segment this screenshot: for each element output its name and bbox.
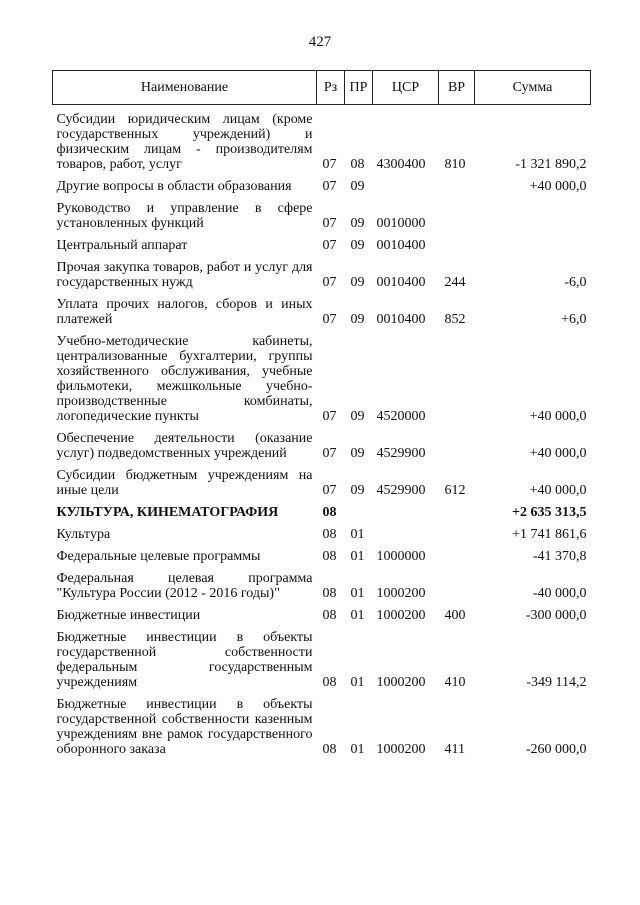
row-sum: -41 370,8 bbox=[532, 549, 587, 564]
header-pr: ПР bbox=[345, 71, 373, 105]
row-spacer bbox=[53, 105, 591, 113]
table-row bbox=[53, 571, 591, 601]
row-vr bbox=[439, 571, 475, 601]
row-spacer-cell bbox=[53, 690, 591, 697]
row-pr: 01 bbox=[350, 608, 365, 623]
header-name: Наименование bbox=[53, 71, 317, 105]
table-row bbox=[53, 112, 591, 172]
row-pr: 09 bbox=[350, 238, 365, 253]
table-row bbox=[53, 297, 591, 327]
row-spacer bbox=[53, 231, 591, 238]
row-vr bbox=[439, 238, 475, 253]
row-spacer bbox=[53, 172, 591, 179]
row-pr: 09 bbox=[350, 179, 365, 194]
row-spacer-cell bbox=[53, 253, 591, 260]
row-vr bbox=[439, 549, 475, 564]
table-row bbox=[53, 431, 591, 461]
header-rz: Рз bbox=[317, 71, 345, 105]
row-rz: 08 bbox=[322, 742, 337, 757]
row-csr: 0010400 bbox=[376, 238, 426, 253]
row-rz: 07 bbox=[322, 238, 337, 253]
row-rz: 07 bbox=[322, 275, 337, 290]
row-spacer bbox=[53, 327, 591, 334]
table-header bbox=[53, 71, 591, 105]
row-rz: 07 bbox=[322, 446, 337, 461]
table-row bbox=[53, 630, 591, 690]
row-vr bbox=[439, 201, 475, 231]
row-vr: 244 bbox=[444, 275, 466, 290]
row-pr: 09 bbox=[350, 216, 365, 231]
row-vr: 810 bbox=[444, 157, 466, 172]
row-rz: 08 bbox=[322, 675, 337, 690]
table-row bbox=[53, 608, 591, 623]
row-spacer bbox=[53, 461, 591, 468]
row-spacer bbox=[53, 194, 591, 201]
row-pr: 09 bbox=[350, 275, 365, 290]
row-csr: 1000200 bbox=[376, 608, 426, 623]
row-rz: 08 bbox=[322, 586, 337, 601]
row-sum: -260 000,0 bbox=[525, 742, 587, 757]
row-name: Руководство и управление в сфере установленных функций bbox=[56, 201, 313, 231]
row-sum: +1 741 861,6 bbox=[512, 527, 587, 542]
row-pr: 01 bbox=[350, 675, 365, 690]
row-name: Культура bbox=[56, 527, 111, 542]
table-row bbox=[53, 697, 591, 757]
row-pr: 09 bbox=[350, 483, 365, 498]
header-sum: Сумма bbox=[475, 71, 591, 105]
row-spacer-cell bbox=[53, 231, 591, 238]
row-sum: +6,0 bbox=[561, 312, 587, 327]
row-rz: 07 bbox=[322, 409, 337, 424]
row-spacer bbox=[53, 601, 591, 608]
row-name: Бюджетные инвестиции в объекты государственной собственности федеральным государственным учреждениям bbox=[56, 630, 313, 690]
row-rz: 08 bbox=[322, 608, 337, 623]
row-spacer-cell bbox=[53, 424, 591, 431]
table-row bbox=[53, 334, 591, 424]
table-row bbox=[53, 527, 591, 542]
row-name: Бюджетные инвестиции в объекты государственной собственности казенным учреждениям вне рамок государственного оборонного заказа bbox=[56, 697, 313, 757]
row-name: Центральный аппарат bbox=[56, 238, 188, 253]
row-csr: 0010000 bbox=[376, 216, 426, 231]
row-rz: 07 bbox=[322, 312, 337, 327]
row-csr: 1000200 bbox=[376, 586, 426, 601]
row-csr: 4300400 bbox=[376, 157, 426, 172]
row-pr: 08 bbox=[350, 157, 365, 172]
row-csr bbox=[373, 527, 439, 542]
row-sum: -40 000,0 bbox=[532, 586, 587, 601]
row-pr bbox=[345, 505, 373, 520]
row-spacer bbox=[53, 290, 591, 297]
table-row bbox=[53, 179, 591, 194]
row-vr bbox=[439, 431, 475, 461]
row-csr: 1000200 bbox=[376, 742, 426, 757]
row-spacer-cell bbox=[53, 194, 591, 201]
row-rz: 07 bbox=[322, 483, 337, 498]
row-pr: 01 bbox=[350, 586, 365, 601]
row-vr: 852 bbox=[444, 312, 466, 327]
row-csr: 0010400 bbox=[376, 312, 426, 327]
row-sum: +40 000,0 bbox=[529, 409, 587, 424]
row-pr: 09 bbox=[350, 446, 365, 461]
row-name: Федеральные целевые программы bbox=[56, 549, 261, 564]
row-spacer-cell bbox=[53, 290, 591, 297]
row-spacer-cell bbox=[53, 601, 591, 608]
row-sum: +2 635 313,5 bbox=[512, 505, 587, 520]
table-row bbox=[53, 468, 591, 498]
row-spacer-cell bbox=[53, 623, 591, 630]
row-rz: 08 bbox=[322, 549, 337, 564]
row-csr: 1000200 bbox=[376, 675, 426, 690]
page-number: 427 bbox=[308, 34, 332, 50]
row-sum: +40 000,0 bbox=[529, 179, 587, 194]
row-spacer-cell bbox=[53, 172, 591, 179]
row-vr: 410 bbox=[444, 675, 466, 690]
row-csr: 4529900 bbox=[376, 483, 426, 498]
row-spacer bbox=[53, 564, 591, 571]
row-sum: -300 000,0 bbox=[525, 608, 587, 623]
row-spacer bbox=[53, 542, 591, 549]
budget-table bbox=[52, 70, 591, 757]
row-spacer-cell bbox=[53, 498, 591, 505]
row-spacer-cell bbox=[53, 542, 591, 549]
row-vr bbox=[439, 179, 475, 194]
row-name: Обеспечение деятельности (оказание услуг) подведомственных учреждений bbox=[56, 431, 313, 461]
row-name: Бюджетные инвестиции bbox=[56, 608, 201, 623]
row-vr bbox=[439, 505, 475, 520]
row-spacer bbox=[53, 253, 591, 260]
row-csr: 1000000 bbox=[376, 549, 426, 564]
row-csr: 4520000 bbox=[376, 409, 426, 424]
row-name: Другие вопросы в области образования bbox=[56, 179, 292, 194]
row-pr: 01 bbox=[350, 549, 365, 564]
row-spacer-cell bbox=[53, 461, 591, 468]
row-csr: 0010400 bbox=[376, 275, 426, 290]
table-row bbox=[53, 505, 591, 520]
row-spacer bbox=[53, 690, 591, 697]
row-rz: 08 bbox=[322, 527, 337, 542]
table-row bbox=[53, 201, 591, 231]
row-spacer-cell bbox=[53, 105, 591, 113]
row-spacer bbox=[53, 623, 591, 630]
row-sum: +40 000,0 bbox=[529, 446, 587, 461]
row-spacer bbox=[53, 520, 591, 527]
row-sum: +40 000,0 bbox=[529, 483, 587, 498]
row-pr: 01 bbox=[350, 742, 365, 757]
row-pr: 09 bbox=[350, 312, 365, 327]
row-spacer-cell bbox=[53, 564, 591, 571]
table-body bbox=[53, 105, 591, 758]
row-spacer-cell bbox=[53, 327, 591, 334]
table-row bbox=[53, 549, 591, 564]
header-csr: ЦСР bbox=[373, 71, 439, 105]
row-spacer bbox=[53, 498, 591, 505]
row-name: КУЛЬТУРА, КИНЕМАТОГРАФИЯ bbox=[56, 505, 279, 520]
row-name: Уплата прочих налогов, сборов и иных платежей bbox=[56, 297, 313, 327]
row-csr bbox=[373, 505, 439, 520]
row-vr: 612 bbox=[444, 483, 466, 498]
row-spacer bbox=[53, 424, 591, 431]
header-vr: ВР bbox=[439, 71, 475, 105]
row-name: Федеральная целевая программа "Культура России (2012 - 2016 годы)" bbox=[56, 571, 313, 601]
row-pr: 01 bbox=[350, 527, 365, 542]
table-row bbox=[53, 260, 591, 290]
row-name: Прочая закупка товаров, работ и услуг для государственных нужд bbox=[56, 260, 313, 290]
header-row bbox=[53, 71, 591, 105]
row-rz: 08 bbox=[322, 505, 337, 520]
row-vr: 411 bbox=[444, 742, 465, 757]
row-spacer-cell bbox=[53, 520, 591, 527]
row-rz: 07 bbox=[322, 179, 337, 194]
row-csr bbox=[373, 179, 439, 194]
row-csr: 4529900 bbox=[376, 446, 426, 461]
row-name: Учебно-методические кабинеты, централизованные бухгалтерии, группы хозяйственного обслуживания, учебные фильмотеки, межшкольные учебно-производственные комбинаты, логопедические пункты bbox=[56, 334, 313, 424]
row-sum: -6,0 bbox=[564, 275, 587, 290]
row-sum bbox=[475, 238, 591, 253]
row-vr bbox=[439, 334, 475, 424]
table-row bbox=[53, 238, 591, 253]
row-sum: -349 114,2 bbox=[526, 675, 587, 690]
row-rz: 07 bbox=[322, 216, 337, 231]
row-sum bbox=[475, 201, 591, 231]
row-vr: 400 bbox=[444, 608, 466, 623]
row-rz: 07 bbox=[322, 157, 337, 172]
row-name: Субсидии бюджетным учреждениям на иные цели bbox=[56, 468, 313, 498]
row-vr bbox=[439, 527, 475, 542]
row-sum: -1 321 890,2 bbox=[515, 157, 587, 172]
row-pr: 09 bbox=[350, 409, 365, 424]
row-name: Субсидии юридическим лицам (кроме государственных учреждений) и физическим лицам - производителям товаров, работ, услуг bbox=[56, 112, 313, 172]
